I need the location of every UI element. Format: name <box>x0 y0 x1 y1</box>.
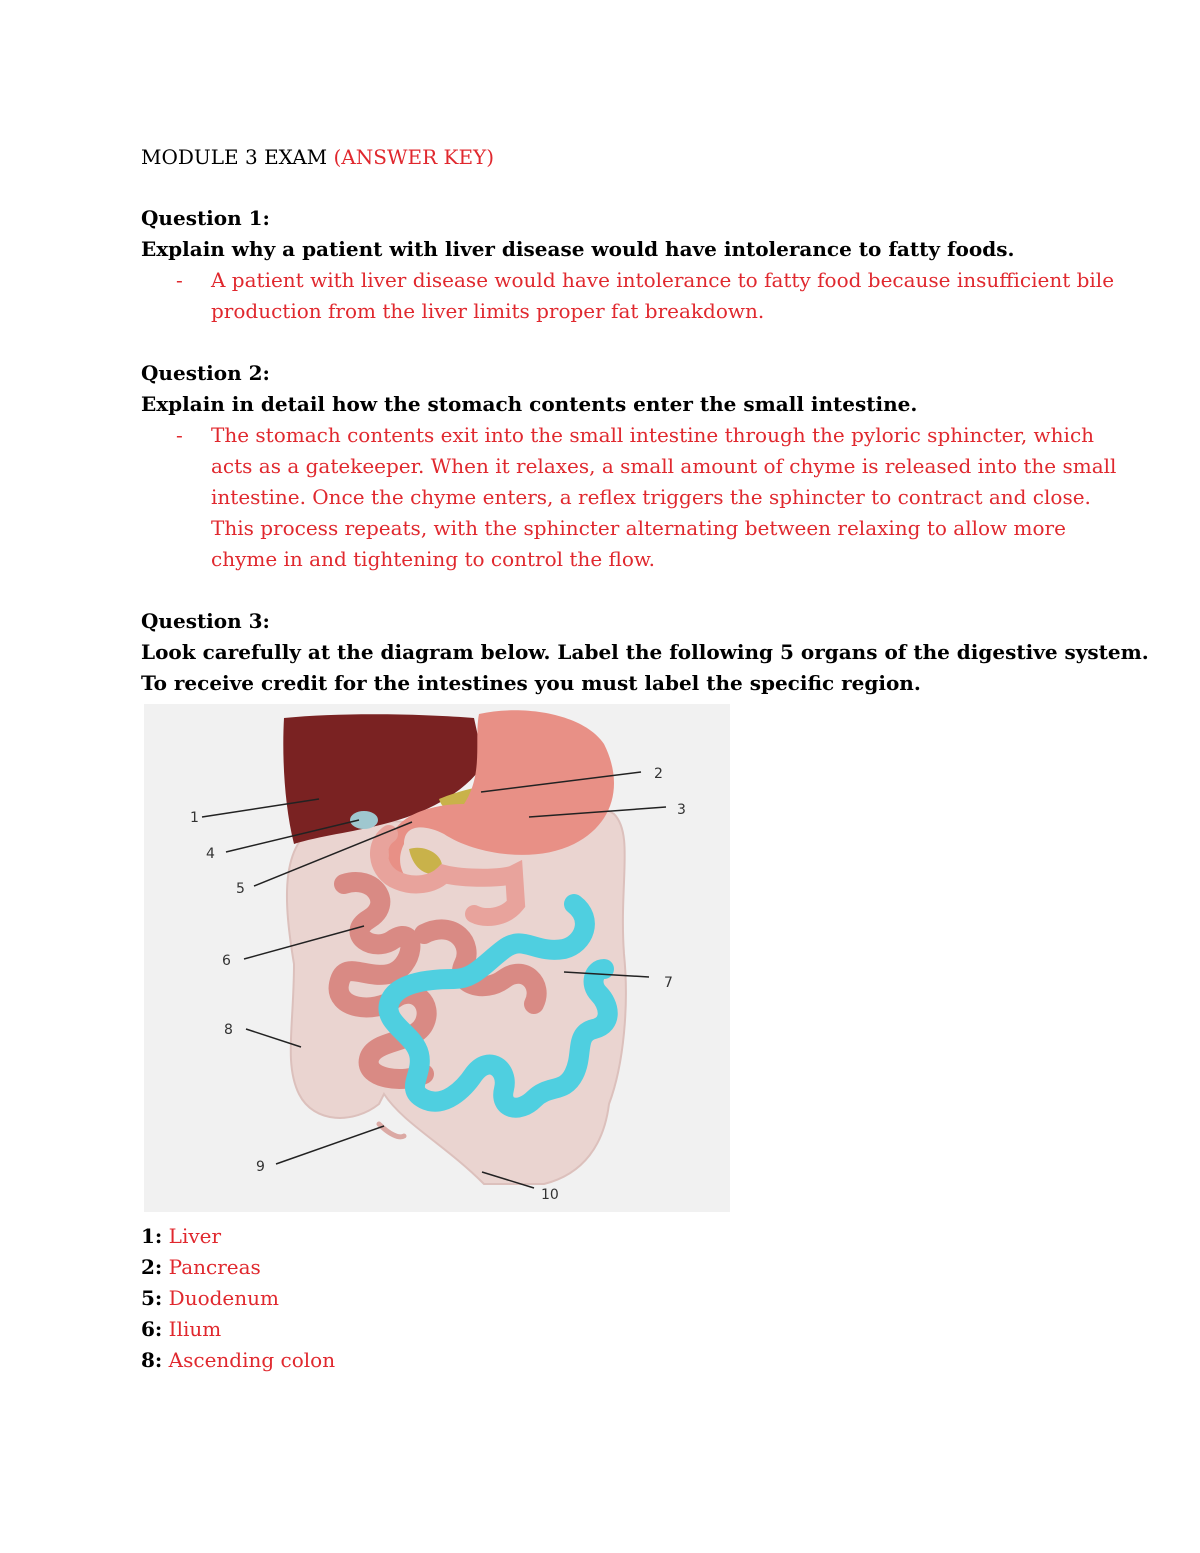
callout-9: 9 <box>256 1159 265 1175</box>
callout-6: 6 <box>222 953 231 969</box>
callout-2: 2 <box>654 766 663 782</box>
callout-1: 1 <box>190 810 199 826</box>
callout-3: 3 <box>677 802 686 818</box>
question-3-prompt-line: Look carefully at the diagram below. Label the following 5 organs of the digestive system. <box>141 640 1149 664</box>
question-1-heading: Question 1: <box>141 206 270 230</box>
question-1-answer-line: production from the liver limits proper fat breakdown. <box>211 299 765 323</box>
label-organ: Ascending colon <box>168 1348 336 1372</box>
label-row <box>141 1345 335 1376</box>
callout-8: 8 <box>224 1022 233 1038</box>
callout-7: 7 <box>664 975 673 991</box>
label-organ: Ilium <box>168 1317 222 1341</box>
label-number: 1: <box>141 1224 163 1248</box>
callout-10: 10 <box>541 1187 559 1203</box>
title-text: MODULE 3 EXAM <box>141 145 328 169</box>
label-organ: Liver <box>168 1224 222 1248</box>
label-row <box>141 1252 261 1283</box>
answer-key-tag: (ANSWER KEY) <box>333 145 495 169</box>
question-3-prompt-line: To receive credit for the intestines you must label the specific region. <box>141 671 921 695</box>
question-2-answer-line: The stomach contents exit into the small intestine through the pyloric sphincter, which <box>211 423 1095 447</box>
bullet-marker: - <box>176 423 183 447</box>
label-row <box>141 1283 279 1314</box>
callout-4: 4 <box>206 846 215 862</box>
label-organ: Duodenum <box>168 1286 279 1310</box>
label-number: 8: <box>141 1348 163 1372</box>
question-2-answer-line: chyme in and tightening to control the flow. <box>211 547 655 571</box>
label-number: 5: <box>141 1286 163 1310</box>
label-number: 2: <box>141 1255 163 1279</box>
digestive-system-diagram <box>144 704 730 1212</box>
label-organ: Pancreas <box>168 1255 261 1279</box>
question-2-answer-line: intestine. Once the chyme enters, a reflex triggers the sphincter to contract and close. <box>211 485 1091 509</box>
label-number: 6: <box>141 1317 163 1341</box>
question-2-answer-line: This process repeats, with the sphincter alternating between relaxing to allow more <box>211 516 1066 540</box>
gallbladder <box>350 811 378 829</box>
question-1-answer-line: A patient with liver disease would have intolerance to fatty food because insufficient bile <box>211 268 1115 292</box>
label-row <box>141 1314 221 1345</box>
question-2-answer-line: acts as a gatekeeper. When it relaxes, a small amount of chyme is released into the small <box>211 454 1117 478</box>
question-2-heading: Question 2: <box>141 361 270 385</box>
callout-5: 5 <box>236 881 245 897</box>
exam-title <box>141 142 494 173</box>
bullet-marker: - <box>176 268 183 292</box>
question-3-heading: Question 3: <box>141 609 270 633</box>
label-row <box>141 1221 221 1252</box>
question-2-prompt: Explain in detail how the stomach contents enter the small intestine. <box>141 392 918 416</box>
question-1-prompt: Explain why a patient with liver disease would have intolerance to fatty foods. <box>141 237 1015 261</box>
